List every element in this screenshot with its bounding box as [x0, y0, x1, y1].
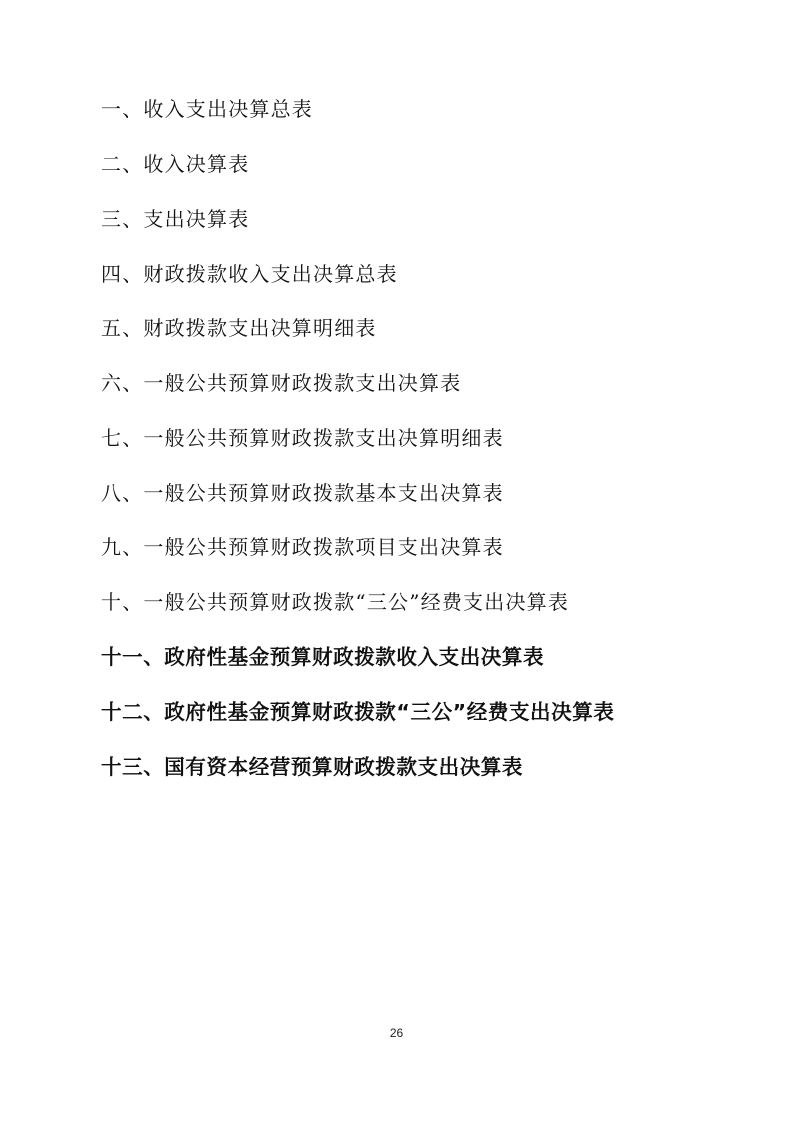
toc-item-13: 十三、国有资本经营预算财政拨款支出决算表 [101, 755, 523, 779]
toc-item-11: 十一、政府性基金预算财政拨款收入支出决算表 [101, 645, 545, 669]
toc-item-12: 十二、政府性基金预算财政拨款“三公”经费支出决算表 [101, 700, 615, 724]
toc-item-7: 七、一般公共预算财政拨款支出决算明细表 [101, 426, 504, 450]
toc-item-8: 八、一般公共预算财政拨款基本支出决算表 [101, 481, 504, 505]
page-number: 26 [389, 1026, 404, 1040]
toc-item-10: 十、一般公共预算财政拨款“三公”经费支出决算表 [101, 590, 570, 614]
toc-item-2: 二、收入决算表 [101, 152, 250, 176]
toc-item-5: 五、财政拨款支出决算明细表 [101, 316, 377, 340]
toc-item-9: 九、一般公共预算财政拨款项目支出决算表 [101, 535, 504, 559]
toc-item-1: 一、收入支出决算总表 [101, 97, 313, 121]
toc-item-4: 四、财政拨款收入支出决算总表 [101, 262, 398, 286]
toc-item-3: 三、支出决算表 [101, 207, 250, 231]
toc-item-6: 六、一般公共预算财政拨款支出决算表 [101, 371, 462, 395]
